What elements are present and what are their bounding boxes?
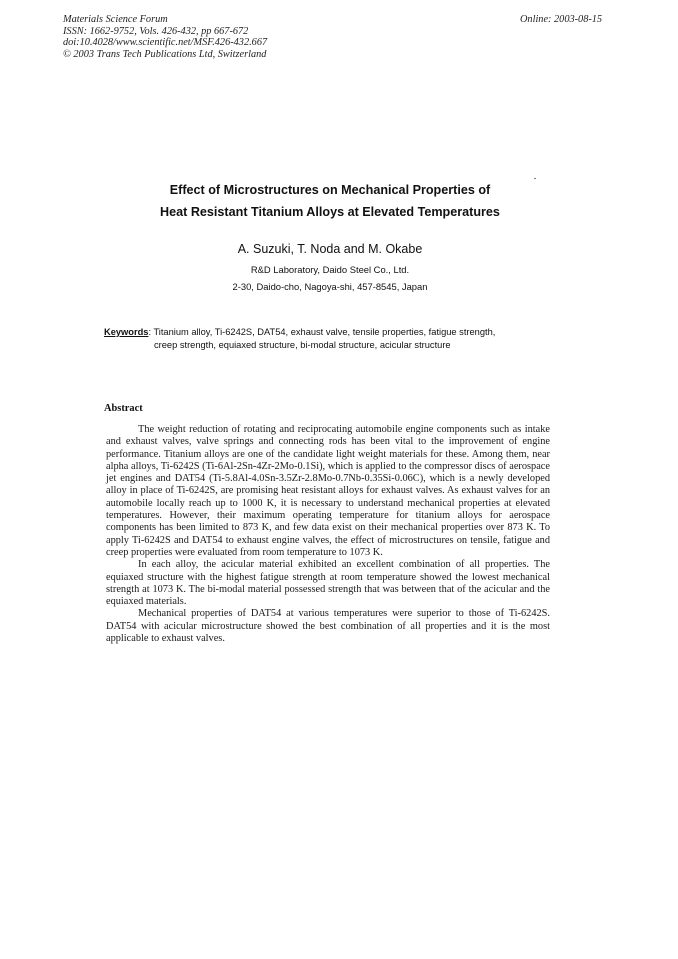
keywords-line-1: Titanium alloy, Ti-6242S, DAT54, exhaust valve, tensile properties, fatigue strength, [153,327,496,337]
abstract-paragraph: The weight reduction of rotating and reciprocating automobile engine components such as intake and exhaust valves, valve springs and connecting rods has been vital to the improvement of engine performance. Titanium alloys are one of the candidate light weight materials for these. Among them, near alpha alloys, Ti-6242S (Ti-6Al-2Sn-4Zr-2Mo-0.1Si), which is applied to the compressor discs of aerospace jet engines and DAT54 (Ti-5.8Al-4.0Sn-3.5Zr-2.8Mo-0.7Nb-0.35Si-0.06C), which is a newly developed alloy in place of Ti-6242S, are promising heat resistant alloys for exhaust valves. As exhaust valves for an automobile locally reach up to 1000 K, it is necessary to understand mechanical properties at elevated temperatures. However, their maximum operating temperature for titanium alloys for aerospace components has been limited to 873 K, and few data exist on their mechanical properties over 873 K. To apply Ti-6242S and DAT54 to exhaust engine valves, the effect of microstructures on tensile, fatigue and creep properties were evaluated from room temperature to 1073 K. [106,424,550,558]
journal-header [63,14,267,60]
affiliation-lab: R&D Laboratory, Daido Steel Co., Ltd. [250,264,410,275]
authors: A. Suzuki, T. Noda and M. Okabe [237,242,423,256]
paper-title [120,179,540,223]
abstract-body [106,424,550,645]
keywords-label: Keywords [104,327,149,337]
online-date: Online: 2003-08-15 [520,14,603,25]
abstract-heading: Abstract [104,403,143,414]
abstract-paragraph: Mechanical properties of DAT54 at various temperatures were superior to those of Ti-6242S. DAT54 with acicular microstructure showed the best combination of all properties and it is the most applicable to exhaust valves. [106,608,550,645]
keywords-block [104,326,564,352]
issn-line: ISSN: 1662-9752, Vols. 426-432, pp 667-672 [63,25,249,37]
copyright-line: © 2003 Trans Tech Publications Ltd, Switzerland [63,48,267,60]
title-line-2: Heat Resistant Titanium Alloys at Elevated Temperatures [160,205,500,219]
keywords-colon: : [148,327,154,337]
journal-name: Materials Science Forum [63,14,168,25]
affiliation-address: 2-30, Daido-cho, Nagoya-shi, 457-8545, Japan [232,281,428,292]
keywords-line-2: creep strength, equiaxed structure, bi-modal structure, acicular structure [154,340,451,350]
abstract-paragraph: In each alloy, the acicular material exhibited an excellent combination of all properties. The equiaxed structure with the highest fatigue strength at room temperature showed the lowest mechanical strength at 1073 K. The bi-modal material possessed strength that was between that of the acicular and the equiaxed materials. [106,559,550,608]
doi-line: doi:10.4028/www.scientific.net/MSF.426-432.667 [63,37,268,49]
title-line-1: Effect of Microstructures on Mechanical Properties of [169,183,491,197]
